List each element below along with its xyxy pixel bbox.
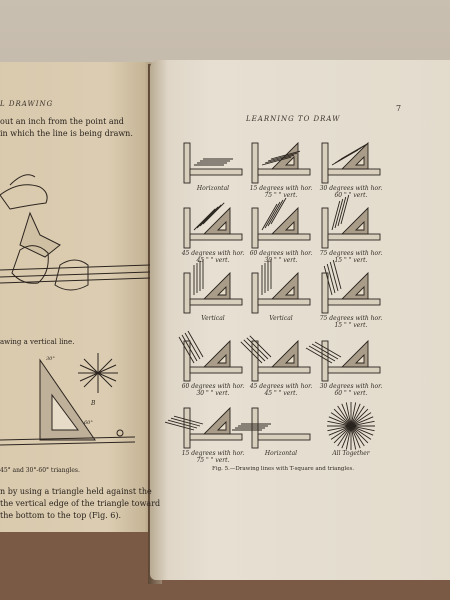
figure-panel-drawing: [320, 135, 382, 187]
page-number: 7: [396, 104, 402, 113]
figure-panel-drawing: [250, 200, 312, 252]
figure-panel-label: 30 degrees with hor. 60 " " vert.: [319, 185, 383, 199]
figure-panel-label: Vertical: [201, 315, 225, 322]
figure-panel-label: 15 degrees with hor. 75 " " vert.: [181, 450, 245, 464]
figure-panel-drawing: [182, 333, 244, 385]
angle-label-b: B: [91, 400, 96, 407]
figure-panel-label: 45 degrees with hor. 45 " " vert.: [181, 250, 245, 264]
left-caption-triangles: 45° and 30°-60° triangles.: [0, 467, 80, 474]
left-bottom-line-1: n by using a triangle held against the: [0, 487, 152, 496]
figure-panel-label: Vertical: [269, 315, 293, 322]
figure-panel-label: Horizontal: [196, 185, 230, 192]
left-line-1: out an inch from the point and: [0, 117, 124, 126]
left-caption-vertical: awing a vertical line.: [0, 338, 75, 346]
figure-panel-label: 30 degrees with hor. 60 " " vert.: [319, 383, 383, 397]
figure-panel-label: Horizontal: [264, 450, 298, 457]
figure-panel-label: 60 degrees with hor. 30 " " vert.: [249, 250, 313, 264]
left-running-head: L DRAWING: [0, 100, 54, 108]
figure-panel-label: 60 degrees with hor. 30 " " vert.: [181, 383, 245, 397]
figure-panel-drawing: [320, 200, 382, 252]
figure-panel-label: 75 degrees with hor. 15 " " vert.: [319, 250, 383, 264]
figure-panel-label: 15 degrees with hor. 75 " " vert.: [249, 185, 313, 199]
figure-panel-drawing: [250, 135, 312, 187]
hand-drawing-illustration: [0, 165, 150, 315]
figure-caption: Fig. 5.—Drawing lines with T-square and triangles.: [212, 466, 355, 472]
figure-panel-drawing: [320, 400, 382, 452]
figure-panel-drawing: [250, 333, 312, 385]
angle-label-30: 30°: [46, 356, 55, 362]
figure-panel-drawing: [320, 333, 382, 385]
angle-label-60: 60°: [84, 420, 93, 426]
figure-panel-label: All Together: [332, 450, 370, 457]
figure-panel-label: 75 degrees with hor. 15 " " vert.: [319, 315, 383, 329]
figure-panel-drawing: [182, 200, 244, 252]
triangles-illustration: [0, 355, 150, 455]
left-line-2: in which the line is being drawn.: [0, 129, 133, 138]
figure-panel-drawing: [250, 400, 312, 452]
figure-panel-label: 45 degrees with hor. 45 " " vert.: [249, 383, 313, 397]
figure-panel-drawing: [182, 135, 244, 187]
left-bottom-line-2: the vertical edge of the triangle toward: [0, 499, 161, 508]
figure-panel-drawing: [250, 265, 312, 317]
figure-panel-drawing: [182, 265, 244, 317]
left-bottom-line-3: the bottom to the top (Fig. 6).: [0, 511, 122, 520]
right-running-head: LEARNING TO DRAW: [246, 115, 341, 123]
figure-panel-drawing: [320, 265, 382, 317]
figure-panel-drawing: [182, 400, 244, 452]
